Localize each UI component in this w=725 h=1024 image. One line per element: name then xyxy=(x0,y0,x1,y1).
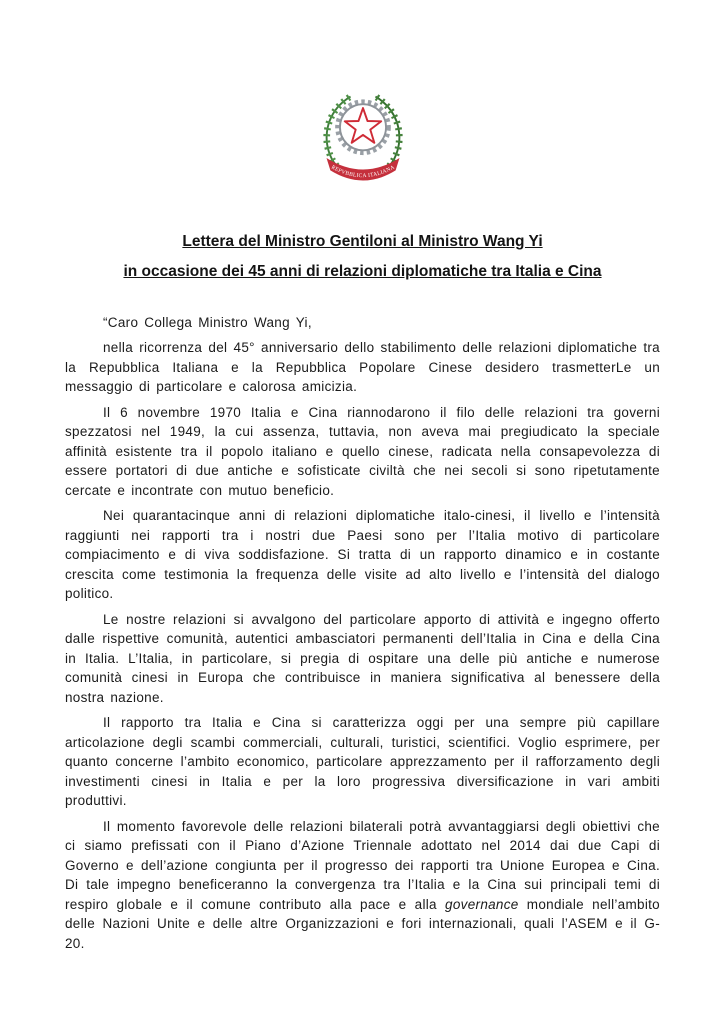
paragraph-3: Nei quarantacinque anni di relazioni diplomatiche italo-cinesi, il livello e l’intensità raggiunti nei rapporti tra i nostri due Paesi sono per l’Italia motivo di particolare compiacimento e di viva soddisfazione. Si tratta di un rapporto dinamico e in costante crescita come testimonia la frequenza delle visite ad alto livello e l’intensità del dialogo politico. xyxy=(65,508,660,602)
title-line-1 xyxy=(65,227,660,257)
paragraph-5: Il rapporto tra Italia e Cina si caratterizza oggi per una sempre più capillare articolazione degli scambi commerciali, culturali, turistici, scientifici. Voglio esprimere, per quanto concerne l’ambito economico, particolare apprezzamento per il rafforzamento degli investimenti cinesi in Italia e per la loro progressiva diversificazione in vari ambiti produttivi. xyxy=(65,715,660,809)
title-line-1-text: Lettera del Ministro Gentiloni al Ministro Wang Yi xyxy=(182,232,543,250)
paragraph-6-text-start: Il momento favorevole delle relazioni bilaterali potrà avvantaggiarsi degli obiettivi che ci siamo prefissati con il Piano d’Azione Triennale adottato nel 2014 dai due Capi di Governo e dell’azione congiunta per il progresso dei rapporti tra Unione Europea e Cina. Di tale impegno beneficeranno la convergenza tra l’Italia e la Cina sui principali temi di respiro globale e il comune contributo alla pace e alla xyxy=(65,818,660,912)
paragraph-2: Il 6 novembre 1970 Italia e Cina riannodarono il filo delle relazioni tra governi spezzatosi nel 1949, la cui assenza, tuttavia, non aveva mai pregiudicato la speciale affinità esistente tra il popolo italiano e quello cinese, radicata nella consapevolezza di essere portatori di due antiche e sofisticate civiltà che nei secoli si sono ripetutamente cercate e incontrate con mutuo beneficio. xyxy=(65,404,660,498)
governance-italic-word: governance xyxy=(445,896,519,912)
document-title xyxy=(65,227,660,287)
emblem-graphic xyxy=(315,85,411,189)
title-line-2-text: in occasione dei 45 anni di relazioni diplomatiche tra Italia e Cina xyxy=(123,262,602,280)
letter-body xyxy=(65,313,660,954)
ribbon-text: REPVBBLICA ITALIANA xyxy=(329,164,396,180)
paragraph-1: nella ricorrenza del 45° anniversario dello stabilimento delle relazioni diplomatiche tra la Repubblica Italiana e la Repubblica Popolare Cinese desidero trasmetterLe un messaggio di particolare e calorosa amicizia. xyxy=(65,340,660,395)
italian-republic-emblem xyxy=(315,85,411,189)
paragraph-6-text-end: mondiale nell’ambito delle Nazioni Unite e delle altre Organizzazioni e fori internazionali, quali l’ASEM e il G-20. xyxy=(65,896,660,951)
paragraph-6 xyxy=(65,817,660,954)
paragraph-4: Le nostre relazioni si avvalgono del particolare apporto di attività e ingegno offerto dalle rispettive comunità, autentici ambasciatori permanenti dell’Italia in Cina e della Cina in Italia. L’Italia, in particolare, si pregia di ospitare una delle più antiche e numerose comunità cinesi in Europa che contribuisce in maniera significativa al benessere della nostra nazione. xyxy=(65,611,660,705)
ribbon-banner xyxy=(326,158,399,181)
salutation: “Caro Collega Ministro Wang Yi, xyxy=(103,314,312,330)
title-line-2 xyxy=(65,257,660,287)
